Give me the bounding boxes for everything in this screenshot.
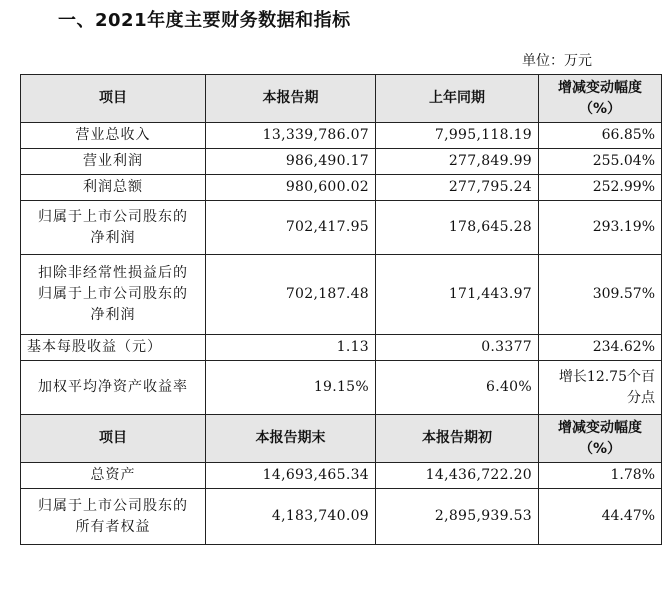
table-row: [21, 175, 662, 201]
table-row: [21, 489, 662, 545]
current-value: 14,693,465.34: [206, 463, 376, 489]
current-value: 980,600.02: [206, 175, 376, 201]
previous-value: 277,795.24: [376, 175, 539, 201]
previous-value: 14,436,722.20: [376, 463, 539, 489]
change-value: 44.47%: [539, 489, 662, 545]
change-value: 252.99%: [539, 175, 662, 201]
previous-value: 7,995,118.19: [376, 123, 539, 149]
header-cell: 上年同期: [376, 75, 539, 123]
table-row: [21, 149, 662, 175]
current-value: 702,187.48: [206, 255, 376, 335]
change-value: 234.62%: [539, 335, 662, 361]
header-cell: 项目: [21, 75, 206, 123]
current-value: 986,490.17: [206, 149, 376, 175]
change-value: 1.78%: [539, 463, 662, 489]
row-label: 总资产: [21, 463, 206, 489]
current-value: 13,339,786.07: [206, 123, 376, 149]
change-value: 309.57%: [539, 255, 662, 335]
table-row: [21, 463, 662, 489]
previous-value: 2,895,939.53: [376, 489, 539, 545]
current-value: 19.15%: [206, 361, 376, 415]
header-cell: 项目: [21, 415, 206, 463]
row-label: 加权平均净资产收益率: [21, 361, 206, 415]
header-cell: 本报告期初: [376, 415, 539, 463]
header-cell: 增减变动幅度（%）: [539, 415, 662, 463]
row-label: 扣除非经常性损益后的归属于上市公司股东的净利润: [21, 255, 206, 335]
row-label: 基本每股收益（元）: [21, 335, 206, 361]
row-label: 营业利润: [21, 149, 206, 175]
previous-value: 0.3377: [376, 335, 539, 361]
change-value: 293.19%: [539, 201, 662, 255]
header-cell: 本报告期末: [206, 415, 376, 463]
table-row: [21, 255, 662, 335]
current-value: 702,417.95: [206, 201, 376, 255]
header-cell: 本报告期: [206, 75, 376, 123]
row-label: 归属于上市公司股东的所有者权益: [21, 489, 206, 545]
row-label: 营业总收入: [21, 123, 206, 149]
header-cell: 增减变动幅度（%）: [539, 75, 662, 123]
current-value: 4,183,740.09: [206, 489, 376, 545]
financial-table: [20, 74, 662, 545]
row-label: 归属于上市公司股东的净利润: [21, 201, 206, 255]
change-value: 增长12.75个百分点: [539, 361, 662, 415]
previous-value: 6.40%: [376, 361, 539, 415]
header-row-2: [21, 415, 662, 463]
table-row: [21, 335, 662, 361]
previous-value: 171,443.97: [376, 255, 539, 335]
previous-value: 178,645.28: [376, 201, 539, 255]
row-label: 利润总额: [21, 175, 206, 201]
table-row: [21, 123, 662, 149]
header-row-1: [21, 75, 662, 123]
page-title: 一、2021年度主要财务数据和指标: [58, 10, 351, 31]
previous-value: 277,849.99: [376, 149, 539, 175]
change-value: 255.04%: [539, 149, 662, 175]
table-row: [21, 361, 662, 415]
current-value: 1.13: [206, 335, 376, 361]
change-value: 66.85%: [539, 123, 662, 149]
table-row: [21, 201, 662, 255]
unit-label: 单位：万元: [522, 53, 592, 69]
